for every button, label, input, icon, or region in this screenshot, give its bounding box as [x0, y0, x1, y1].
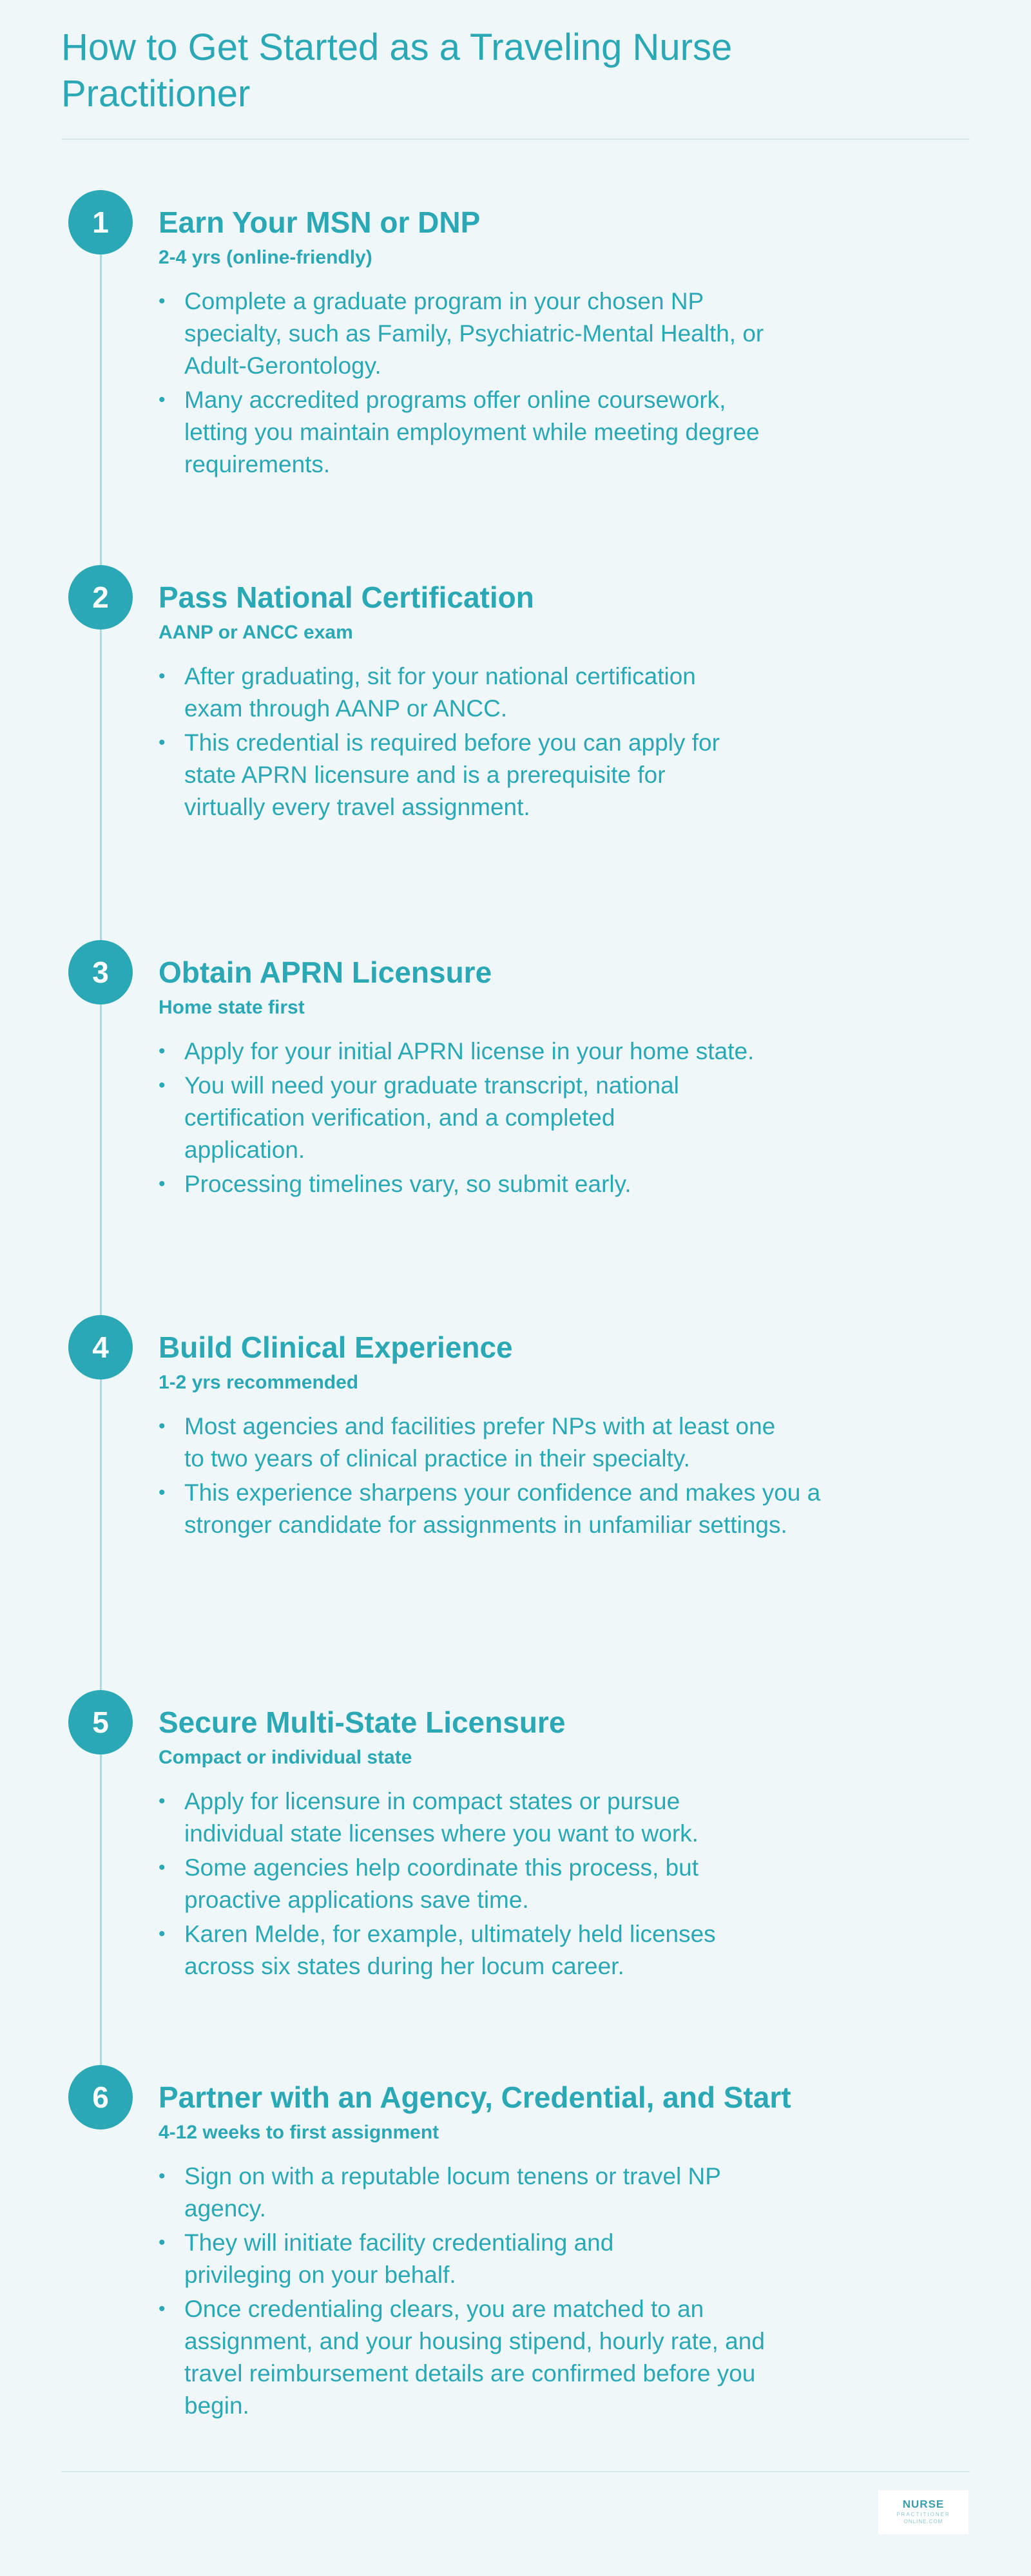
bullet-item: • Once credentialing clears, you are matched to an assignment, and your housing stipend, hourly rate, and travel reimbursement details are confirmed before you begin. — [159, 2293, 803, 2422]
logo-text-practitioner: PRACTITIONER — [896, 2512, 950, 2517]
step-subtitle: Compact or individual state — [159, 1747, 412, 1768]
bullet-item: • After graduating, sit for your national certification exam through AANP or ANCC. — [159, 660, 751, 725]
step-bullet-list — [159, 1035, 790, 1202]
step-title: Earn Your MSN or DNP — [159, 206, 481, 239]
bullet-item: • Apply for your initial APRN license in your home state. — [159, 1035, 790, 1068]
bullet-item: • Most agencies and facilities prefer NPs with at least one to two years of clinical practice in their specialty. — [159, 1410, 777, 1475]
bullet-item: • Processing timelines vary, so submit early. — [159, 1168, 790, 1200]
bullet-item: • They will initiate facility credentialing and privileging on your behalf. — [159, 2227, 674, 2291]
bullet-item: • Some agencies help coordinate this process, but proactive applications save time. — [159, 1852, 758, 1916]
bullet-item: • You will need your graduate transcript, national certification verification, and a completed application. — [159, 1070, 713, 1166]
bullet-item: • Sign on with a reputable locum tenens or travel NP agency. — [159, 2160, 764, 2225]
step-bullet-list — [159, 2160, 803, 2424]
bullet-item: • This credential is required before you can apply for state APRN licensure and is a prerequisite for virtually every travel assignment. — [159, 727, 751, 823]
step-title: Obtain APRN Licensure — [159, 956, 492, 989]
logo-text-domain: ONLINE.COM — [903, 2519, 943, 2524]
footer-divider — [61, 2471, 970, 2472]
nurse-practitioner-online-logo — [878, 2490, 968, 2534]
step-number-badge: 5 — [68, 1690, 133, 1754]
bullet-item: • This experience sharpens your confidence and makes you a stronger candidate for assignments in unfamiliar settings. — [159, 1477, 829, 1541]
step-bullet-list — [159, 660, 751, 825]
step-number-badge: 2 — [68, 565, 133, 630]
bullet-item: • Complete a graduate program in your chosen NP specialty, such as Family, Psychiatric-Mental Health, or Adult-Gerontology. — [159, 285, 790, 382]
step-bullet-list — [159, 285, 790, 483]
bullet-item: • Karen Melde, for example, ultimately held licenses across six states during her locum career. — [159, 1918, 758, 1983]
bullet-item: • Many accredited programs offer online coursework, letting you maintain employment while meeting degree requirements. — [159, 384, 790, 481]
step-title: Secure Multi-State Licensure — [159, 1706, 566, 1739]
step-number-badge: 3 — [68, 940, 133, 1004]
step-title: Build Clinical Experience — [159, 1331, 513, 1364]
step-subtitle: Home state first — [159, 997, 305, 1018]
page-title: How to Get Started as a Traveling Nurse Practitioner — [61, 26, 733, 115]
step-subtitle: AANP or ANCC exam — [159, 622, 353, 643]
step-number-badge: 6 — [68, 2065, 133, 2129]
bullet-item: • Apply for licensure in compact states or pursue individual state licenses where you want to work. — [159, 1785, 758, 1850]
step-bullet-list — [159, 1410, 829, 1543]
step-bullet-list — [159, 1785, 758, 1985]
step-subtitle: 2-4 yrs (online-friendly) — [159, 247, 372, 268]
header-divider — [61, 139, 970, 140]
step-number-badge: 1 — [68, 190, 133, 255]
step-subtitle: 4-12 weeks to first assignment — [159, 2122, 439, 2143]
step-number-badge: 4 — [68, 1315, 133, 1379]
step-title: Pass National Certification — [159, 581, 534, 614]
timeline-line — [100, 222, 102, 2110]
logo-text-nurse: NURSE — [902, 2498, 945, 2510]
step-subtitle: 1-2 yrs recommended — [159, 1372, 359, 1393]
step-title: Partner with an Agency, Credential, and Start — [159, 2081, 791, 2114]
